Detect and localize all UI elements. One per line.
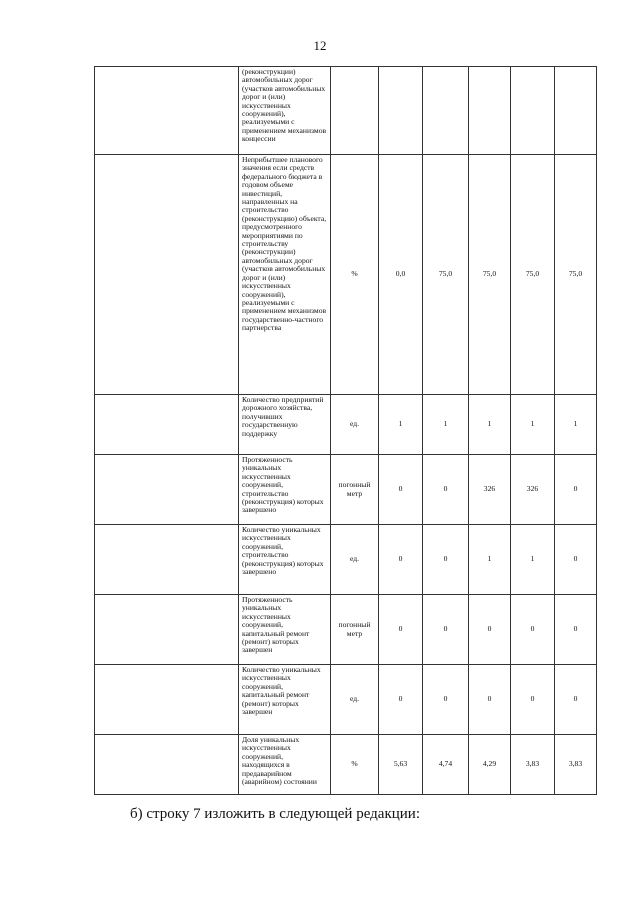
- indicator-value: [379, 67, 423, 155]
- indicator-value: 0: [469, 665, 511, 735]
- indicator-description: Количество уникальных искусственных сооружений, капитальный ремонт (ремонт) которых завершен: [239, 665, 331, 735]
- indicator-unit: %: [331, 735, 379, 795]
- indicator-unit: погонный метр: [331, 455, 379, 525]
- table-row: [95, 395, 597, 455]
- indicator-value: 1: [511, 395, 555, 455]
- table-cell-empty: [95, 455, 239, 525]
- indicator-value: 0: [379, 525, 423, 595]
- amendment-instruction: б) строку 7 изложить в следующей редакции:: [130, 806, 420, 822]
- indicator-value: 75,0: [555, 155, 597, 395]
- indicator-value: 326: [511, 455, 555, 525]
- indicator-value: 0: [511, 595, 555, 665]
- table-row: [95, 67, 597, 155]
- indicator-value: 5,63: [379, 735, 423, 795]
- indicator-value: 1: [469, 525, 511, 595]
- indicator-value: [423, 67, 469, 155]
- indicator-unit: погонный метр: [331, 595, 379, 665]
- indicator-value: 4,29: [469, 735, 511, 795]
- table-row: [95, 155, 597, 395]
- indicator-value: 0: [555, 665, 597, 735]
- table-cell-empty: [95, 665, 239, 735]
- indicator-value: 0: [555, 525, 597, 595]
- indicator-value: 0: [423, 525, 469, 595]
- indicator-unit: [331, 67, 379, 155]
- indicator-value: 326: [469, 455, 511, 525]
- table-row: [95, 665, 597, 735]
- indicator-description: (реконструкции) автомобильных дорог (участков автомобильных дорог и (или) искусственных сооружений), реализуемыми с применением механизмов концессии: [239, 67, 331, 155]
- table-cell-empty: [95, 67, 239, 155]
- indicator-value: 1: [423, 395, 469, 455]
- indicator-value: 0: [379, 455, 423, 525]
- table-cell-empty: [95, 155, 239, 395]
- indicator-value: [469, 67, 511, 155]
- indicator-value: 75,0: [469, 155, 511, 395]
- table-row: [95, 455, 597, 525]
- indicator-value: 1: [555, 395, 597, 455]
- indicator-value: 3,83: [555, 735, 597, 795]
- indicator-value: 0: [511, 665, 555, 735]
- indicator-value: 0: [379, 595, 423, 665]
- indicator-value: 3,83: [511, 735, 555, 795]
- indicator-value: 75,0: [423, 155, 469, 395]
- indicator-unit: ед.: [331, 395, 379, 455]
- indicator-value: 0,0: [379, 155, 423, 395]
- indicator-value: 0: [379, 665, 423, 735]
- indicator-unit: ед.: [331, 525, 379, 595]
- indicator-description: Протяженность уникальных искусственных сооружений, строительство (реконструкция) которых завершено: [239, 455, 331, 525]
- table-row: [95, 525, 597, 595]
- indicator-value: 0: [469, 595, 511, 665]
- indicator-value: [555, 67, 597, 155]
- indicator-value: 1: [379, 395, 423, 455]
- indicator-value: 0: [555, 455, 597, 525]
- table-row: [95, 735, 597, 795]
- indicator-value: 1: [511, 525, 555, 595]
- table-cell-empty: [95, 525, 239, 595]
- indicator-value: 0: [555, 595, 597, 665]
- table-cell-empty: [95, 395, 239, 455]
- indicator-value: 4,74: [423, 735, 469, 795]
- indicator-description: Доля уникальных искусственных сооружений, находящихся в предаварийном (аварийном) состоянии: [239, 735, 331, 795]
- indicator-unit: %: [331, 155, 379, 395]
- indicator-value: 0: [423, 455, 469, 525]
- page-number: 12: [313, 38, 327, 53]
- indicator-description: Количество уникальных искусственных сооружений, строительство (реконструкция) которых завершено: [239, 525, 331, 595]
- table-cell-empty: [95, 595, 239, 665]
- indicator-description: Количество предприятий дорожного хозяйства, получивших государственную поддержку: [239, 395, 331, 455]
- indicator-unit: ед.: [331, 665, 379, 735]
- indicators-table: [94, 66, 597, 795]
- indicator-value: [511, 67, 555, 155]
- indicator-value: 1: [469, 395, 511, 455]
- indicator-value: 75,0: [511, 155, 555, 395]
- indicator-value: 0: [423, 665, 469, 735]
- indicator-description: Неприбытшее планового значения если средств федерального бюджета в годовом объеме инвестиций, направленных на строительство (реконструкцию) объекта, предусмотренного мероприятиями по строительству (реконструкции) автомобильных дорог (участков автомобильных дорог и (или) искусственных сооружений), реализуемыми с применением механизмов государственно-частного партнерства: [239, 155, 331, 395]
- indicator-description: Протяженность уникальных искусственных сооружений, капитальный ремонт (ремонт) которых завершен: [239, 595, 331, 665]
- table-cell-empty: [95, 735, 239, 795]
- table-row: [95, 595, 597, 665]
- indicator-value: 0: [423, 595, 469, 665]
